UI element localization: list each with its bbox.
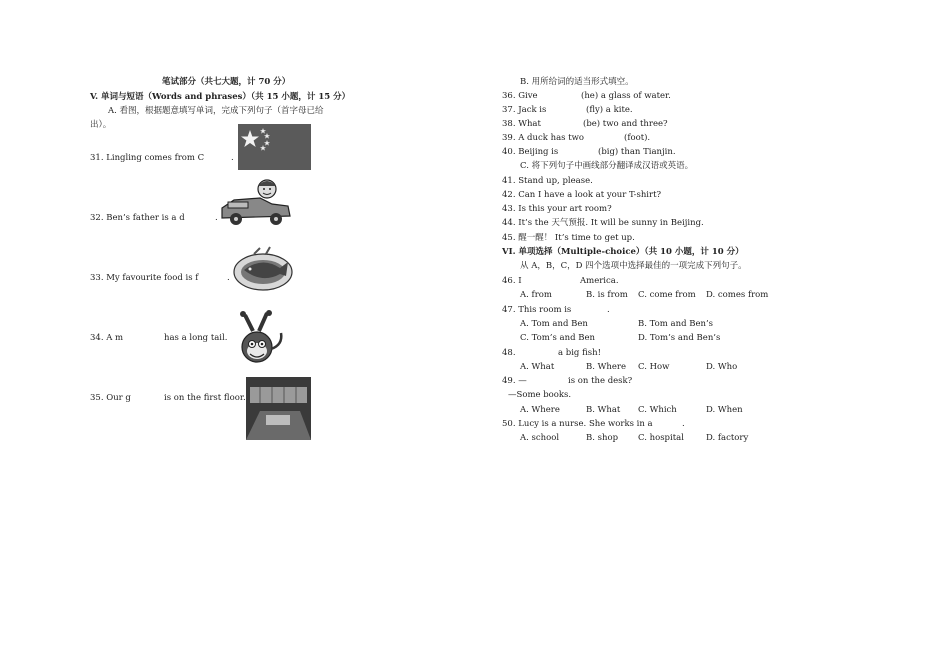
part6-title: VI. 单项选择（Multiple-choice）（共 10 小题，计 10 分）: [502, 247, 744, 257]
question-50-cont: .: [682, 419, 685, 429]
question-34-cont: has a long tail.: [164, 333, 228, 343]
question-39-cont: (foot).: [624, 133, 651, 143]
question-37: 37. Jack is: [502, 105, 547, 115]
q46-option-b: B. is from: [586, 290, 628, 300]
question-33: 33. My favourite food is f: [90, 273, 199, 283]
question-42: 42. Can I have a look at your T-shirt?: [502, 190, 662, 200]
question-34: 34. A m: [90, 333, 124, 343]
partA-instruction-cont: 出）。: [90, 120, 112, 130]
plate-of-fish-image: [232, 246, 294, 294]
question-35: 35. Our g: [90, 393, 131, 403]
question-49: 49. —: [502, 376, 527, 386]
question-35-cont: is on the first floor.: [164, 393, 246, 403]
q48-option-c: C. How: [638, 362, 670, 372]
partC-instruction: C. 将下列句子中画线部分翻译成汉语或英语。: [520, 161, 694, 171]
q48-option-d: D. Who: [706, 362, 738, 372]
question-36-cont: (he) a glass of water.: [581, 91, 671, 101]
cartoon-monkey-image: [233, 309, 285, 371]
question-47-cont: .: [607, 305, 610, 315]
question-50: 50. Lucy is a nurse. She works in a: [502, 419, 653, 429]
question-31: 31. Lingling comes from C: [90, 153, 205, 163]
question-43: 43. Is this your art room?: [502, 204, 612, 214]
q49-option-a: A. Where: [520, 405, 560, 415]
question-37-cont: (fly) a kite.: [586, 105, 633, 115]
q50-option-a: A. school: [520, 433, 560, 443]
q49-answer-line: —Some books.: [508, 390, 572, 400]
q47-option-b: B. Tom and Ben’s: [638, 319, 714, 329]
q48-option-a: A. What: [520, 362, 555, 372]
q50-option-c: C. hospital: [638, 433, 684, 443]
q49-option-c: C. Which: [638, 405, 677, 415]
question-40: 40. Beijing is: [502, 147, 559, 157]
question-46: 46. I: [502, 276, 522, 286]
q47-option-c: C. Tom’s and Ben: [520, 333, 595, 343]
q31-period: .: [231, 153, 234, 163]
question-45: 45. 醒一醒！ It’s time to get up.: [502, 233, 635, 243]
q47-option-a: A. Tom and Ben: [520, 319, 588, 329]
q49-option-b: B. What: [586, 405, 621, 415]
question-48: 48.: [502, 348, 516, 358]
q48-option-b: B. Where: [586, 362, 626, 372]
china-flag-image: [238, 124, 311, 170]
q46-option-a: A. from: [520, 290, 552, 300]
question-38-cont: (be) two and three?: [583, 119, 668, 129]
question-49-cont: is on the desk?: [568, 376, 633, 386]
question-48-cont: a big fish!: [558, 348, 601, 358]
question-38: 38. What: [502, 119, 541, 129]
q47-option-d: D. Tom’s and Ben’s: [638, 333, 721, 343]
question-39: 39. A duck has two: [502, 133, 585, 143]
question-40-cont: (big) than Tianjin.: [598, 147, 676, 157]
q49-option-d: D. When: [706, 405, 743, 415]
question-46-cont: America.: [580, 276, 619, 286]
section-header: 笔试部分（共七大题，计 70 分）: [162, 77, 291, 87]
q50-option-b: B. shop: [586, 433, 619, 443]
question-32: 32. Ben’s father is a d: [90, 213, 185, 223]
q50-option-d: D. factory: [706, 433, 749, 443]
q32-period: .: [215, 213, 218, 223]
partA-instruction: A. 看图，根据题意填写单词，完成下列句子（首字母已给: [108, 106, 324, 116]
q46-option-c: C. come from: [638, 290, 696, 300]
man-driving-car-image: [220, 176, 292, 226]
q33-period: .: [227, 273, 230, 283]
question-47: 47. This room is: [502, 305, 572, 315]
q46-option-d: D. comes from: [706, 290, 769, 300]
gym-room-image: [246, 377, 311, 440]
part6-instruction: 从 A，B，C，D 四个选项中选择最佳的一项完成下列句子。: [520, 261, 747, 271]
partB-instruction: B. 用所给词的适当形式填空。: [520, 77, 634, 87]
part5-title: V. 单词与短语（Words and phrases）（共 15 小题，计 15 分）: [90, 92, 351, 102]
question-36: 36. Give: [502, 91, 538, 101]
question-41: 41. Stand up, please.: [502, 176, 593, 186]
question-44: 44. It’s the 天气预报. It will be sunny in Beijing.: [502, 218, 704, 228]
